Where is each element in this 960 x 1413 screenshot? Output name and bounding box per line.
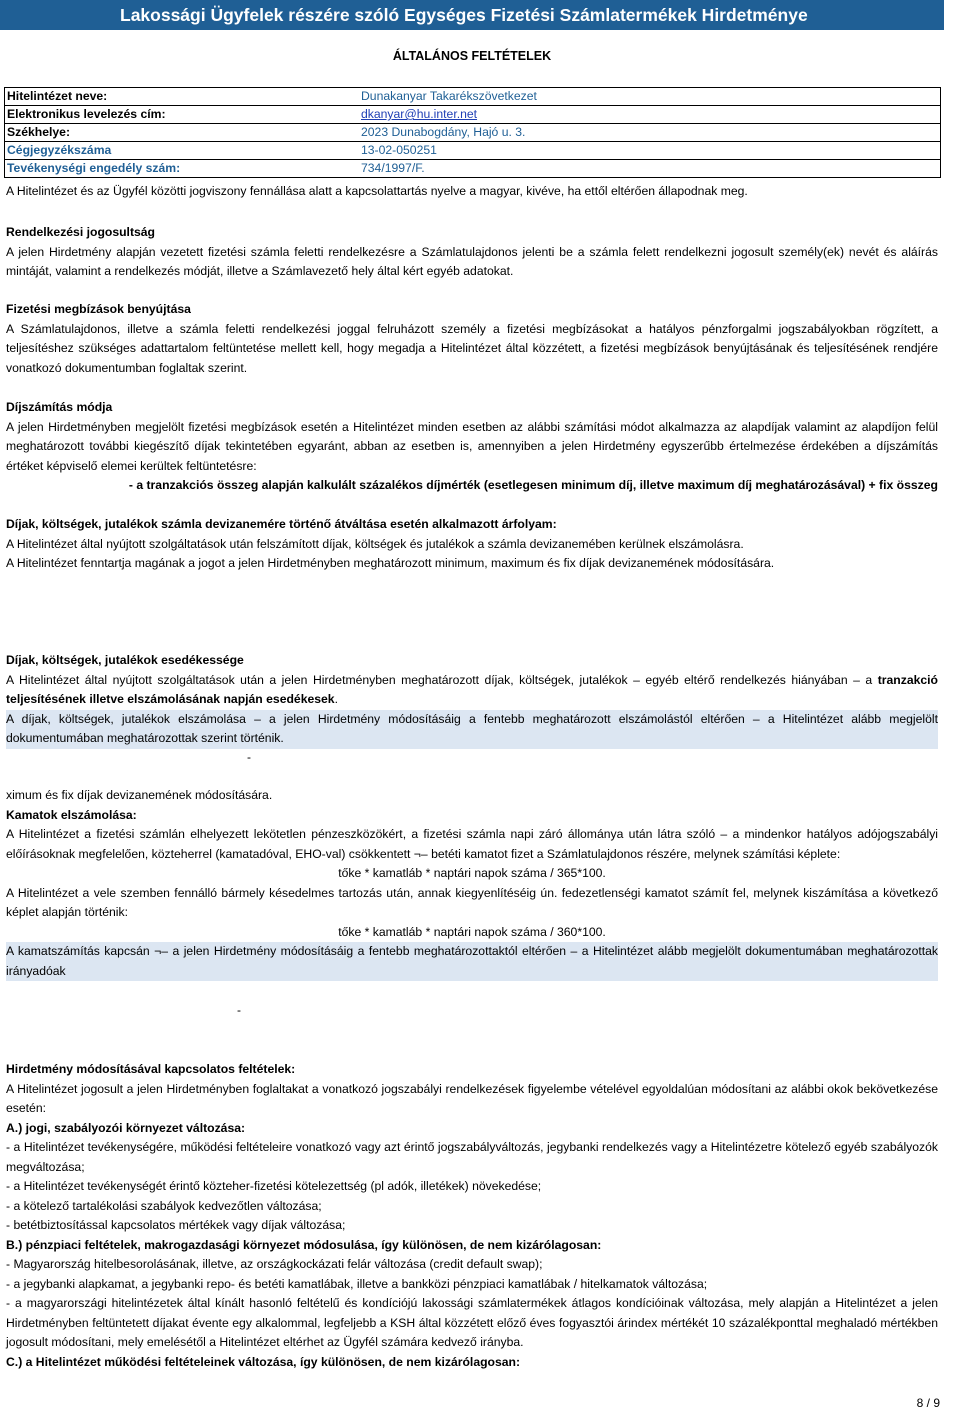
section-fizetesi-megbizasok xyxy=(6,300,938,378)
language-note: A Hitelintézet és az Ügyfél közötti jogviszony fennállása alatt a kapcsolattartás nyelve a magyar, kivéve, ha ettől eltérően állapodnak meg. xyxy=(6,184,748,198)
email-link[interactable]: dkanyar@hu.inter.net xyxy=(361,107,478,121)
section-heading: Kamatok elszámolása: xyxy=(6,807,137,822)
section-rendelkezesi-jogosultsag xyxy=(6,223,938,282)
text-fragment: ximum és fix díjak devizanemének módosítására. xyxy=(6,788,273,802)
table-row xyxy=(5,142,941,160)
section-heading: Díjak, költségek, jutalékok számla devizanemére történő átváltása esetén alkalmazott árfolyam: xyxy=(6,517,557,531)
placeholder-dash: - xyxy=(247,750,251,764)
shaded-note: A kamatszámítás kapcsán ¬– a jelen Hirdetmény módosításáig a fentebb meghatározottaktól eltérően – a Hitelintézet alább megjelölt dokumentumában meghatározottak irányadóak xyxy=(6,942,938,981)
list-item: - a magyarországi hitelintézetek által kínált hasonló feltételű és kondíciójú lakossági számlatermékek átlagos kondícióinak változása, mely alapján a Hitelintézet a jelen Hirdetményben feltüntetett díjakat évente egy alkalommal, legfeljebb a KSH által közzétett előző éves fogyasztói árindex mértékét 10 százalékponttal meghaladó mértékben jogosult módosítani, mely emelésétől a Hitelintézet eltérhet az Ügyfél számára kedvező irányba. xyxy=(6,1296,938,1349)
section-arfolyam xyxy=(6,515,938,574)
placeholder-dash: - xyxy=(237,1003,241,1017)
section-heading: Rendelkezési jogosultság xyxy=(6,225,155,239)
company-reg-value: 13-02-050251 xyxy=(359,142,941,160)
subsection-c-heading: C.) a Hitelintézet működési feltételeinek változása, így különösen, de nem kizárólagosan: xyxy=(6,1354,521,1369)
section-text: A Hitelintézet a fizetési számlán elhelyezett lekötetlen pénzeszközökért, a fizetési számla napi záró állománya után látra szóló – a mindenkor hatályos adójogszabályi előírásoknak megfelelően, közteherrel (kamatadóval, EHO-val) csökkentett ¬– betéti kamatot fizet a Számlatulajdonos részére, melynek számítási képlete: xyxy=(6,827,938,861)
section-text: A Hitelintézet jogosult a jelen Hirdetményben foglaltakat a vonatkozó jogszabályi rendelkezések figyelembe vételével egyoldalúan módosítani az alábbi okok bekövetkezése esetén: xyxy=(6,1081,938,1115)
subsection-a-heading: A.) jogi, szabályozói környezet változása: xyxy=(6,1120,246,1135)
section-heading: Díjak, költségek, jutalékok esedékessége xyxy=(6,653,244,667)
institution-info-table xyxy=(4,87,941,178)
section-kamatok xyxy=(6,786,938,981)
fee-formula: - a tranzakciós összeg alapján kalkulált százalékos díjmérték (esetlegesen minimum díj, illetve maximum díj meghatározásával) + fix összeg xyxy=(128,478,938,492)
page-header-title: Lakossági Ügyfelek részére szóló Egységes Fizetési Számlatermékek Hirdetménye xyxy=(120,5,808,25)
section-hirdetmeny-modositas xyxy=(6,1060,938,1372)
page-number: 8 / 9 xyxy=(916,1396,940,1410)
text-part: . xyxy=(334,692,338,706)
section-heading: Fizetési megbízások benyújtása xyxy=(6,302,191,316)
text-emphasis: tranzakció teljesítésének illetve elszámolásának napján esedékesek xyxy=(6,672,938,706)
headquarters-label: Székhelye: xyxy=(5,124,360,142)
section-text: A Hitelintézet által nyújtott szolgáltatások után felszámított díjak, költségek és jutalékok a számla devizanemében kerülnek elszámolásra. xyxy=(6,536,744,551)
headquarters-value: 2023 Dunabogdány, Hajó u. 3. xyxy=(359,124,941,142)
section-esedekesseg xyxy=(6,651,938,749)
license-label: Tevékenységi engedély szám: xyxy=(5,160,360,178)
table-row xyxy=(5,106,941,124)
section-text: A Számlatulajdonos, illetve a számla feletti rendelkezési joggal felruházott személy a fizetési megbízásokat a hatályos pénzforgalmi jogszabályokban rögzített, a teljesítéshez szükséges adattartalom feltüntetése mellett kell, hogy megadja a Hitelintézet által közzétett, a fizetési megbízások benyújtásának és teljesítésének rendjére vonatkozó dokumentumban foglaltak szerint. xyxy=(6,321,938,375)
table-row xyxy=(5,160,941,178)
email-label: Elektronikus levelezés cím: xyxy=(5,106,360,124)
section-text: A Hitelintézet a vele szemben fennálló bármely késedelmes tartozás után, annak kiegyenlítéséig ún. fedezetlenségi kamatot számít fel, melynek kiszámítása a következő képlet alapján történik: xyxy=(6,885,938,919)
section-heading: Hirdetmény módosításával kapcsolatos feltételek: xyxy=(6,1062,296,1076)
list-item: - a Hitelintézet tevékenységét érintő közteher-fizetési kötelezettség (pl adók, illetékek) növekedése; xyxy=(6,1179,542,1193)
section-text: A Hitelintézet fenntartja magának a jogot a jelen Hirdetményben meghatározott minimum, maximum és fix díjak devizanemének módosítására. xyxy=(6,556,775,570)
table-row xyxy=(5,124,941,142)
section-text: A jelen Hirdetményben megjelölt fizetési megbízások esetén a Hitelintézet minden esetben az alábbi számítási módot alkalmazza az alapdíjak valamint az alapdíjon felül meghatározott további kiegészítő díjak tekintetében egyaránt, abban az esetben is, amennyiben a jelen Hirdetmény egyszerűbb értelmezése érdekében a díjszámítás értéket képviselő elemei kerültek feltüntetésre: xyxy=(6,419,938,473)
list-item: - Magyarország hitelbesorolásának, illetve, az országkockázati felár változása (credit default swap); xyxy=(6,1257,543,1271)
institution-name-value: Dunakanyar Takarékszövetkezet xyxy=(359,88,941,106)
company-reg-label: Cégjegyzékszáma xyxy=(5,142,360,160)
table-row xyxy=(5,88,941,106)
section-heading: Díjszámítás módja xyxy=(6,400,113,414)
license-value: 734/1997/F. xyxy=(359,160,941,178)
interest-formula: tőke * kamatláb * naptári napok száma / 365*100. xyxy=(338,866,606,880)
overdue-formula: tőke * kamatláb * naptári napok száma / 360*100. xyxy=(338,924,606,939)
section-dijszamitas xyxy=(6,398,938,496)
institution-name-label: Hitelintézet neve: xyxy=(5,88,360,106)
list-item: - a kötelező tartalékolási szabályok kedvezőtlen változása; xyxy=(6,1198,322,1213)
list-item: - a jegybanki alapkamat, a jegybanki repo- és betéti kamatlábak, illetve a bankközi pénzpiaci kamatlábak / hitelkamatok változása; xyxy=(6,1276,708,1291)
text-part: A Hitelintézet által nyújtott szolgáltatások után a jelen Hirdetményben meghatározott díjak, költségek, jutalékok – egyéb eltérő rendelkezés hiányában – a xyxy=(6,672,878,687)
shaded-note: A díjak, költségek, jutalékok elszámolása – a jelen Hirdetmény módosításáig a fentebb meghatározott elszámolástól eltérően – a Hitelintézet alább megjelölt dokumentumában meghatározottak szerint történik. xyxy=(6,710,938,749)
list-item: - betétbiztosítással kapcsolatos mértékek vagy díjak változása; xyxy=(6,1218,346,1232)
subsection-b-heading: B.) pénzpiaci feltételek, makrogazdasági környezet módosulása, így különösen, de nem kizárólagosan: xyxy=(6,1237,602,1252)
list-item: - a Hitelintézet tevékenységére, működési feltételeire vonatkozó vagy azt érintő jogszabályváltozás, jegybanki rendelkezés vagy a Hitelintézetre kötelező egyéb szabályozók megváltozása; xyxy=(6,1140,938,1174)
section-text xyxy=(6,671,938,710)
page-header-banner xyxy=(0,0,944,30)
section-text: A jelen Hirdetmény alapján vezetett fizetési számla feletti rendelkezésre a Számlatulajdonos jelenti be a számla felett rendelkezni jogosult személy(ek) nevét és aláírás mintáját, valamint a rendelkezés módját, illetve a Számlavezető hely által kért egyéb adatokat. xyxy=(6,244,938,278)
section-title: ÁLTALÁNOS FELTÉTELEK xyxy=(392,49,552,63)
